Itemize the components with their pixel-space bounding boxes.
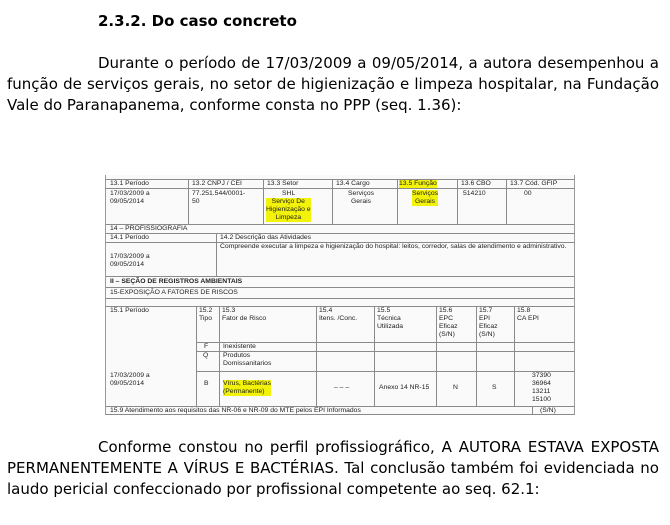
- line: [196, 371, 574, 372]
- ppp-15-periodo-value: 17/03/2009 a 09/05/2014: [110, 372, 150, 387]
- ppp-ca-value: 37390 36964 13211 15100: [532, 372, 551, 403]
- ppp-tipo-b: B: [204, 380, 209, 387]
- ppp-15-epi-header: 15.7 EPI Eficaz (S/N): [479, 307, 498, 338]
- ppp-15-9-sn: (S/N): [540, 407, 556, 414]
- ppp-epi-value: S: [492, 384, 497, 391]
- ppp-cnpj-value: 77.251.544/0001- 50: [192, 190, 246, 205]
- ppp-15-tecnica-header: 15.5 Técnica Utilizada: [377, 307, 404, 330]
- line: [106, 287, 574, 288]
- line: [332, 179, 333, 224]
- line: [532, 406, 533, 414]
- ppp-setor-value: Serviço De Higienização e Limpeza: [266, 198, 311, 221]
- ppp-header-cargo: 13.4 Cargo: [336, 180, 370, 187]
- line: [374, 306, 375, 406]
- line: [106, 233, 574, 234]
- ppp-header-setor: 13.3 Setor: [267, 180, 299, 187]
- ppp-15-epc-header: 15.6 EPC Eficaz (S/N): [439, 307, 458, 338]
- ppp-section-ii: II – SEÇÃO DE REGISTROS AMBIENTAIS: [110, 278, 243, 285]
- line: [514, 306, 515, 406]
- ppp-header-periodo: 13.1 Período: [110, 180, 149, 187]
- ppp-15-itens-header: 15.4 Itens. /Conc.: [319, 307, 358, 322]
- ppp-gfip-value: 00: [524, 190, 532, 197]
- ppp-tipo-q: Q: [203, 352, 209, 359]
- ppp-header-cnpj: 13.2 CNPJ / CEI: [192, 180, 242, 187]
- ppp-header-cbo: 13.6 CBO: [461, 180, 491, 187]
- line: [397, 179, 398, 224]
- line: [476, 306, 477, 406]
- line: [106, 188, 574, 189]
- ppp-15-9: 15.9 Atendimento aos requisitos das NR-06 e NR-09 do MTE pelos EPI Informados: [110, 407, 361, 414]
- ppp-15-ca-header: 15.8 CA EPI: [517, 307, 539, 322]
- ppp-14-periodo-header: 14.1 Período: [110, 234, 149, 241]
- ppp-14-desc-value: Compreende executar a limpeza e higienização do hospital: leitos, corredor, salas de atendimento e administrativo.: [220, 243, 567, 250]
- ppp-tecnica-value: Anexo 14 NR-15: [379, 384, 430, 391]
- section-title: 2.3.2. Do caso concreto: [98, 12, 297, 30]
- line: [106, 298, 574, 299]
- conclusion-paragraph: Conforme constou no perfil profissiográfico, A AUTORA ESTAVA EXPOSTA PERMANENTEMENTE A VÍRUS E BACTÉRIAS. Tal conclusão também foi evidenciada no laudo pericial confeccionado por profissional competente ao seq. 62.1:: [7, 438, 659, 498]
- line: [219, 306, 220, 406]
- line: [106, 276, 574, 277]
- line: [506, 179, 507, 224]
- line: [216, 233, 217, 276]
- ppp-15-fator-header: 15.3 Fator de Risco: [222, 307, 267, 322]
- ppp-fator-f: Inexistente: [223, 343, 256, 350]
- ppp-section-15: 15-EXPOSIÇÃO A FATORES DE RISCOS: [110, 289, 238, 296]
- ppp-funcao-value: Serviços Gerais: [412, 190, 439, 205]
- ppp-15-periodo-header: 15.1 Período: [110, 307, 149, 314]
- line: [188, 179, 189, 224]
- ppp-cbo-value: 514210: [463, 190, 486, 197]
- ppp-itens-value: – – –: [334, 384, 350, 391]
- ppp-header-funcao: 13.5 Função: [399, 180, 437, 187]
- ppp-15-tipo-header: 15.2 Tipo: [199, 307, 213, 322]
- ppp-setor-sigla: SHL: [282, 190, 296, 197]
- line: [316, 306, 317, 406]
- ppp-scan-image: [105, 175, 575, 415]
- ppp-epc-value: N: [453, 384, 458, 391]
- ppp-cargo-value: Serviços Gerais: [348, 190, 375, 205]
- ppp-periodo-value: 17/03/2009 a 09/05/2014: [110, 190, 150, 205]
- ppp-fator-q: Produtos Domissanitarios: [223, 352, 272, 367]
- ppp-section-14: 14 – PROFISSIOGRAFIA: [110, 225, 188, 232]
- ppp-fator-b: Vírus, Bactérias (Permanente): [223, 380, 271, 395]
- line: [457, 179, 458, 224]
- ppp-header-gfip: 13.7 Cód. GFIP: [510, 180, 558, 187]
- ppp-14-periodo-value: 17/03/2009 a 09/05/2014: [110, 253, 150, 268]
- line: [436, 306, 437, 406]
- line: [263, 179, 264, 224]
- line: [196, 306, 197, 406]
- ppp-tipo-f: F: [204, 343, 209, 350]
- intro-paragraph: Durante o período de 17/03/2009 a 09/05/2014, a autora desempenhou a função de serviços gerais, no setor de higienização e limpeza hospitalar, na Fundação Vale do Paranapanema, conforme consta no PPP (seq. 1.36):: [7, 54, 659, 114]
- ppp-14-desc-header: 14.2 Descrição das Atividades: [220, 234, 312, 241]
